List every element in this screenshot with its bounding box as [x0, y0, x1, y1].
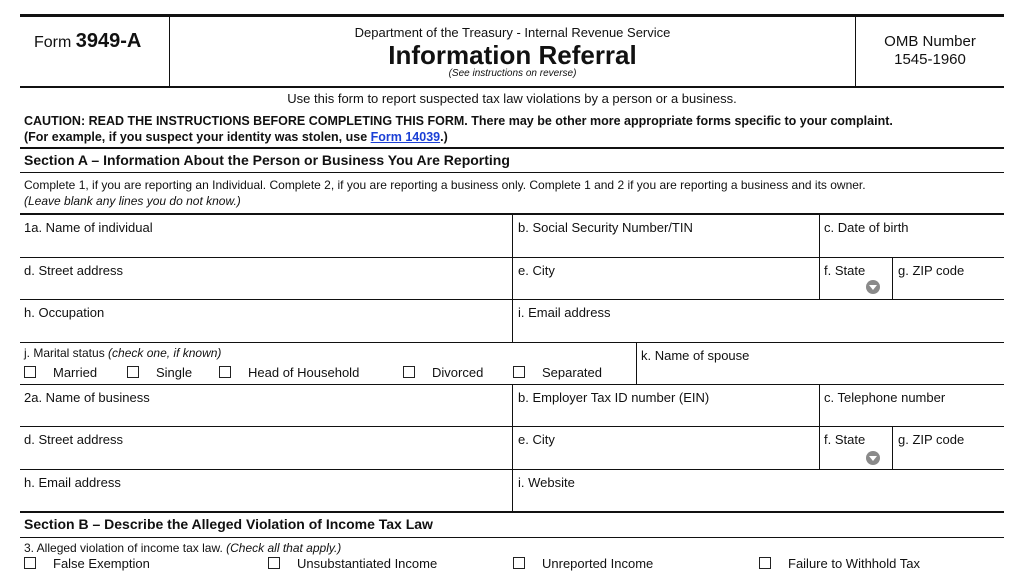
- individual-state-dropdown-icon[interactable]: [866, 280, 880, 294]
- label-q3: [24, 541, 341, 555]
- omb-label: OMB Number: [884, 33, 976, 50]
- label-divorced: Divorced: [432, 365, 484, 380]
- occupation-field[interactable]: [21, 321, 511, 341]
- col-sep-mid-2: [512, 385, 513, 512]
- checkbox-separated[interactable]: [513, 366, 525, 378]
- row-1j-top-rule: [20, 342, 1004, 343]
- phone-field[interactable]: [821, 406, 1003, 425]
- label-unsubstantiated-income: Unsubstantiated Income: [297, 556, 438, 571]
- label-individual-email: i. Email address: [518, 305, 611, 320]
- col-sep-zip-2: [892, 427, 893, 470]
- label-occupation: h. Occupation: [24, 305, 105, 320]
- business-city-field[interactable]: [514, 448, 818, 468]
- label-individual-state: f. State: [824, 263, 866, 278]
- label-separated: Separated: [542, 365, 602, 380]
- label-business-email: h. Email address: [24, 475, 121, 490]
- see-instructions-note: (See instructions on reverse): [448, 68, 577, 79]
- col-sep-zip-1: [892, 258, 893, 300]
- label-spouse: k. Name of spouse: [641, 348, 750, 363]
- label-individual-name: 1a. Name of individual: [24, 220, 153, 235]
- section-a-instructions-italic: (Leave blank any lines you do not know.): [24, 194, 241, 208]
- individual-city-field[interactable]: [514, 279, 818, 298]
- label-single: Single: [156, 365, 193, 380]
- section-a-instructions: Complete 1, if you are reporting an Individual. Complete 2, if you are reporting a business only. Complete 1 and 2 if you are reporting a business and its owner.: [24, 178, 866, 192]
- label-married: Married: [53, 365, 98, 380]
- label-individual-zip: g. ZIP code: [898, 263, 965, 278]
- individual-street-field[interactable]: [21, 279, 511, 298]
- department-name: Department of the Treasury - Internal Revenue Service: [354, 25, 671, 40]
- form-number: 3949-A: [75, 30, 142, 52]
- checkbox-married[interactable]: [24, 366, 36, 378]
- checkbox-failure-to-withhold-tax[interactable]: [759, 557, 771, 569]
- dob-field[interactable]: [821, 236, 1003, 256]
- checkbox-unreported-income[interactable]: [513, 557, 525, 569]
- marital-status-label: j. Marital status: [24, 346, 105, 360]
- section-b-title: Section B – Describe the Alleged Violation of Income Tax Law: [24, 516, 433, 532]
- spouse-field[interactable]: [638, 364, 1003, 383]
- business-zip-field[interactable]: [894, 448, 1003, 468]
- business-street-field[interactable]: [21, 448, 511, 468]
- checkbox-false-exemption[interactable]: [24, 557, 36, 569]
- label-website: i. Website: [518, 475, 575, 490]
- caution-line-2: [24, 129, 448, 145]
- col-sep-spouse: [636, 343, 637, 384]
- label-individual-street: d. Street address: [24, 263, 123, 278]
- page-title: Information Referral: [388, 40, 637, 70]
- col-sep-right-2: [819, 385, 820, 470]
- section-a-top-rule: [20, 147, 1004, 149]
- q3-hint: (Check all that apply.): [226, 541, 342, 555]
- form-14039-link[interactable]: Form 14039: [370, 130, 441, 144]
- caution-text-after: .): [440, 130, 448, 144]
- label-business-street: d. Street address: [24, 432, 123, 447]
- caution-text-before: (For example, if you suspect your identity was stolen, use: [24, 130, 371, 144]
- col-sep-mid-1: [512, 214, 513, 342]
- label-ssn: b. Social Security Number/TIN: [518, 220, 693, 235]
- business-state-dropdown-icon[interactable]: [866, 451, 880, 465]
- checkbox-divorced[interactable]: [403, 366, 415, 378]
- section-a-title: Section A – Information About the Person or Business You Are Reporting: [24, 152, 510, 168]
- label-ein: b. Employer Tax ID number (EIN): [518, 390, 710, 405]
- label-dob: c. Date of birth: [824, 220, 909, 235]
- individual-name-field[interactable]: [21, 236, 511, 256]
- label-business-state: f. State: [824, 432, 866, 447]
- header-bottom-rule: [20, 86, 1004, 88]
- q3-label: 3. Alleged violation of income tax law.: [24, 541, 223, 555]
- top-rule: [20, 14, 1004, 17]
- ein-field[interactable]: [514, 406, 818, 425]
- label-failure-to-withhold-tax: Failure to Withhold Tax: [788, 556, 920, 571]
- label-business-city: e. City: [518, 432, 555, 447]
- business-name-field[interactable]: [21, 406, 511, 425]
- col-sep-right-1: [819, 214, 820, 300]
- form-prefix: Form: [34, 34, 72, 51]
- marital-status-hint: (check one, if known): [108, 346, 222, 360]
- individual-email-field[interactable]: [514, 321, 1003, 341]
- label-unreported-income: Unreported Income: [542, 556, 654, 571]
- label-individual-city: e. City: [518, 263, 555, 278]
- section-a-title-rule: [20, 172, 1004, 173]
- business-email-field[interactable]: [21, 491, 511, 510]
- label-business-name: 2a. Name of business: [24, 390, 150, 405]
- website-field[interactable]: [514, 491, 1003, 510]
- label-head-of-household: Head of Household: [248, 365, 360, 380]
- form-number-block: [34, 30, 141, 53]
- checkbox-unsubstantiated-income[interactable]: [268, 557, 280, 569]
- individual-zip-field[interactable]: [894, 279, 1003, 298]
- label-business-zip: g. ZIP code: [898, 432, 965, 447]
- intro-text: Use this form to report suspected tax law violations by a person or a business.: [287, 91, 737, 106]
- checkbox-head-of-household[interactable]: [219, 366, 231, 378]
- checkbox-single[interactable]: [127, 366, 139, 378]
- label-phone: c. Telephone number: [824, 390, 946, 405]
- omb-number: 1545-1960: [894, 51, 966, 68]
- ssn-field[interactable]: [514, 236, 818, 256]
- label-marital-status: [24, 346, 221, 360]
- section-b-title-rule: [20, 537, 1004, 538]
- caution-line-1: CAUTION: READ THE INSTRUCTIONS BEFORE COMPLETING THIS FORM. There may be other more appropriate forms specific to your complaint.: [24, 114, 893, 128]
- label-false-exemption: False Exemption: [53, 556, 150, 571]
